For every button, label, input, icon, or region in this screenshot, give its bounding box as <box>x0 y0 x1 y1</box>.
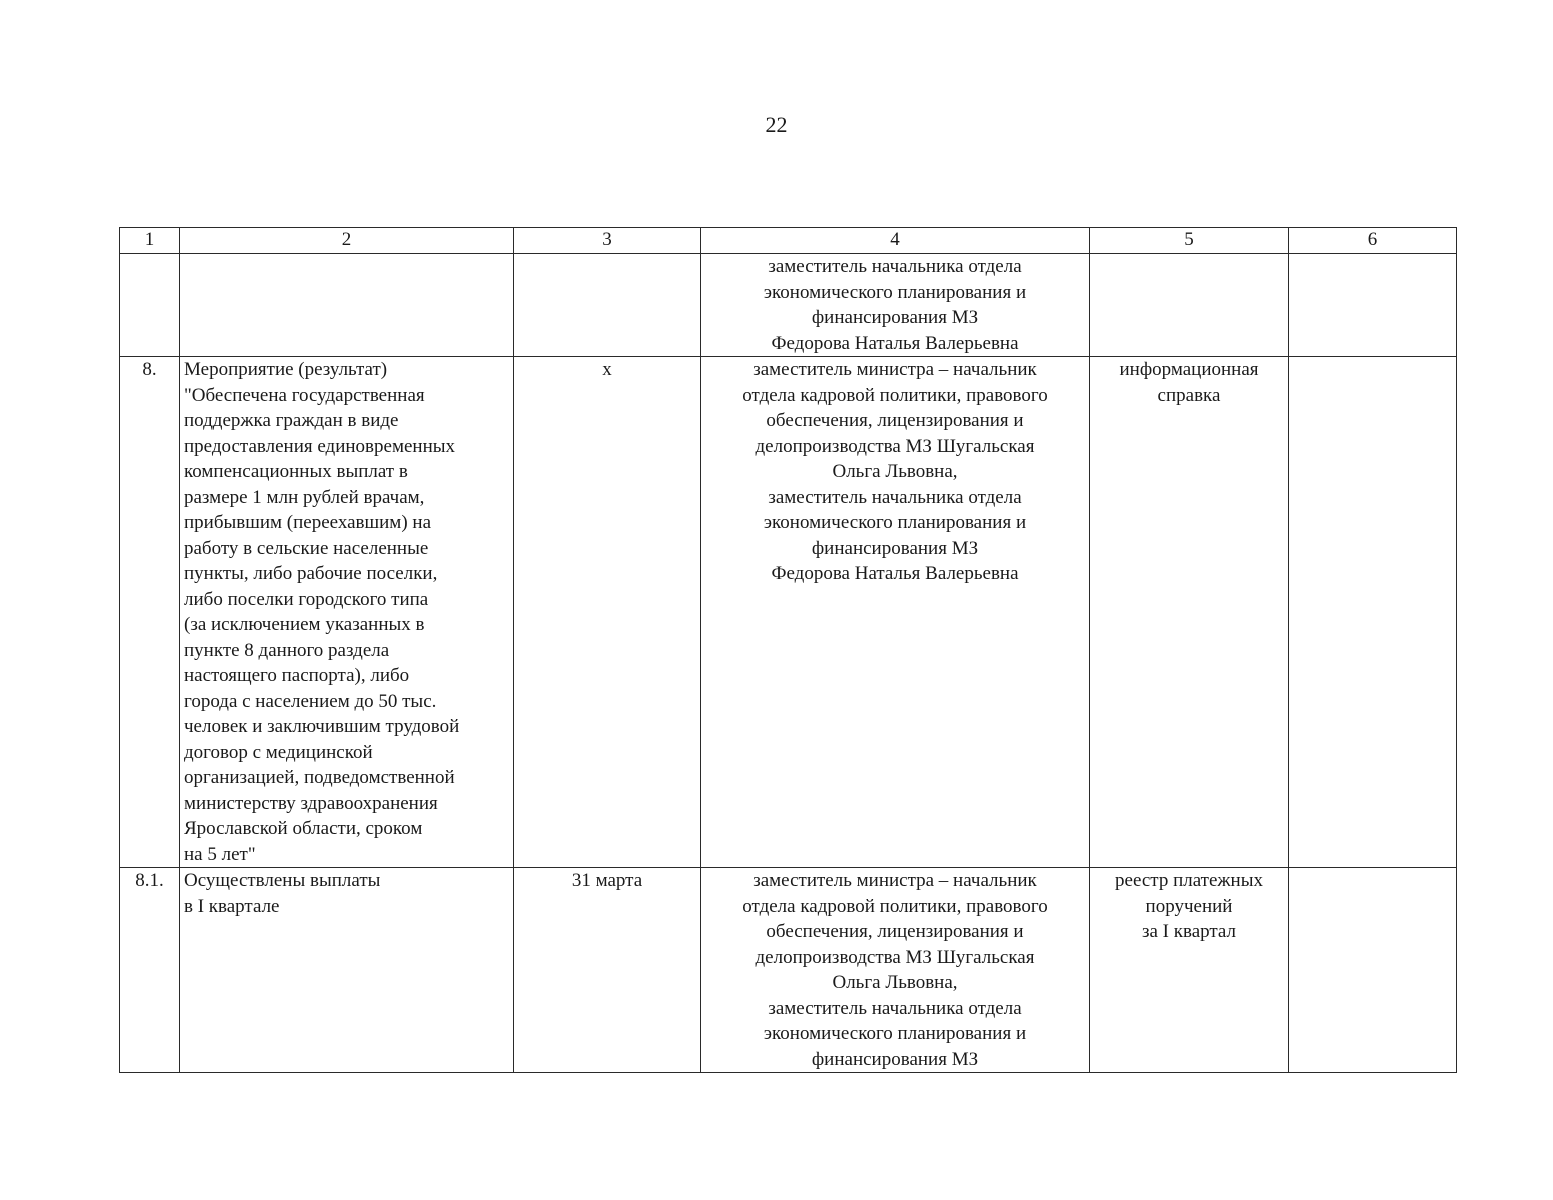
deadline: 31 марта <box>514 868 701 1073</box>
activity-name <box>180 254 514 357</box>
note <box>1289 254 1457 357</box>
responsible-persons: заместитель начальника отдела экономического планирования и финансирования МЗ Федорова Наталья Валерьевна <box>701 254 1090 357</box>
row-number: 8. <box>120 357 180 868</box>
responsible-persons: заместитель министра – начальник отдела кадровой политики, правового обеспечения, лицензирования и делопроизводства МЗ Шугальская Ольга Львовна, заместитель начальника отдела экономического планирования и финансирования МЗ Федорова Наталья Валерьевна <box>701 357 1090 868</box>
plan-table <box>119 227 1457 1073</box>
header-col-6: 6 <box>1289 228 1457 254</box>
table-row <box>120 357 1457 868</box>
header-col-1: 1 <box>120 228 180 254</box>
confirming-document <box>1090 254 1289 357</box>
responsible-persons: заместитель министра – начальник отдела кадровой политики, правового обеспечения, лицензирования и делопроизводства МЗ Шугальская Ольга Львовна, заместитель начальника отдела экономического планирования и финансирования МЗ <box>701 868 1090 1073</box>
header-col-5: 5 <box>1090 228 1289 254</box>
note <box>1289 357 1457 868</box>
header-col-2: 2 <box>180 228 514 254</box>
confirming-document: реестр платежных поручений за I квартал <box>1090 868 1289 1073</box>
deadline: х <box>514 357 701 868</box>
note <box>1289 868 1457 1073</box>
header-col-4: 4 <box>701 228 1090 254</box>
header-col-3: 3 <box>514 228 701 254</box>
table-row <box>120 868 1457 1073</box>
deadline <box>514 254 701 357</box>
activity-name: Мероприятие (результат) "Обеспечена государственная поддержка граждан в виде предоставления единовременных компенсационных выплат в размере 1 млн рублей врачам, прибывшим (переехавшим) на работу в сельские населенные пункты, либо рабочие поселки, либо поселки городского типа (за исключением указанных в пункте 8 данного раздела настоящего паспорта), либо города с населением до 50 тыс. человек и заключившим трудовой договор с медицинской организацией, подведомственной министерству здравоохранения Ярославской области, сроком на 5 лет" <box>180 357 514 868</box>
confirming-document: информационная справка <box>1090 357 1289 868</box>
row-number <box>120 254 180 357</box>
table-row <box>120 254 1457 357</box>
header-row <box>120 228 1457 254</box>
page-number: 22 <box>765 112 788 137</box>
row-number: 8.1. <box>120 868 180 1073</box>
activity-name: Осуществлены выплаты в I квартале <box>180 868 514 1073</box>
